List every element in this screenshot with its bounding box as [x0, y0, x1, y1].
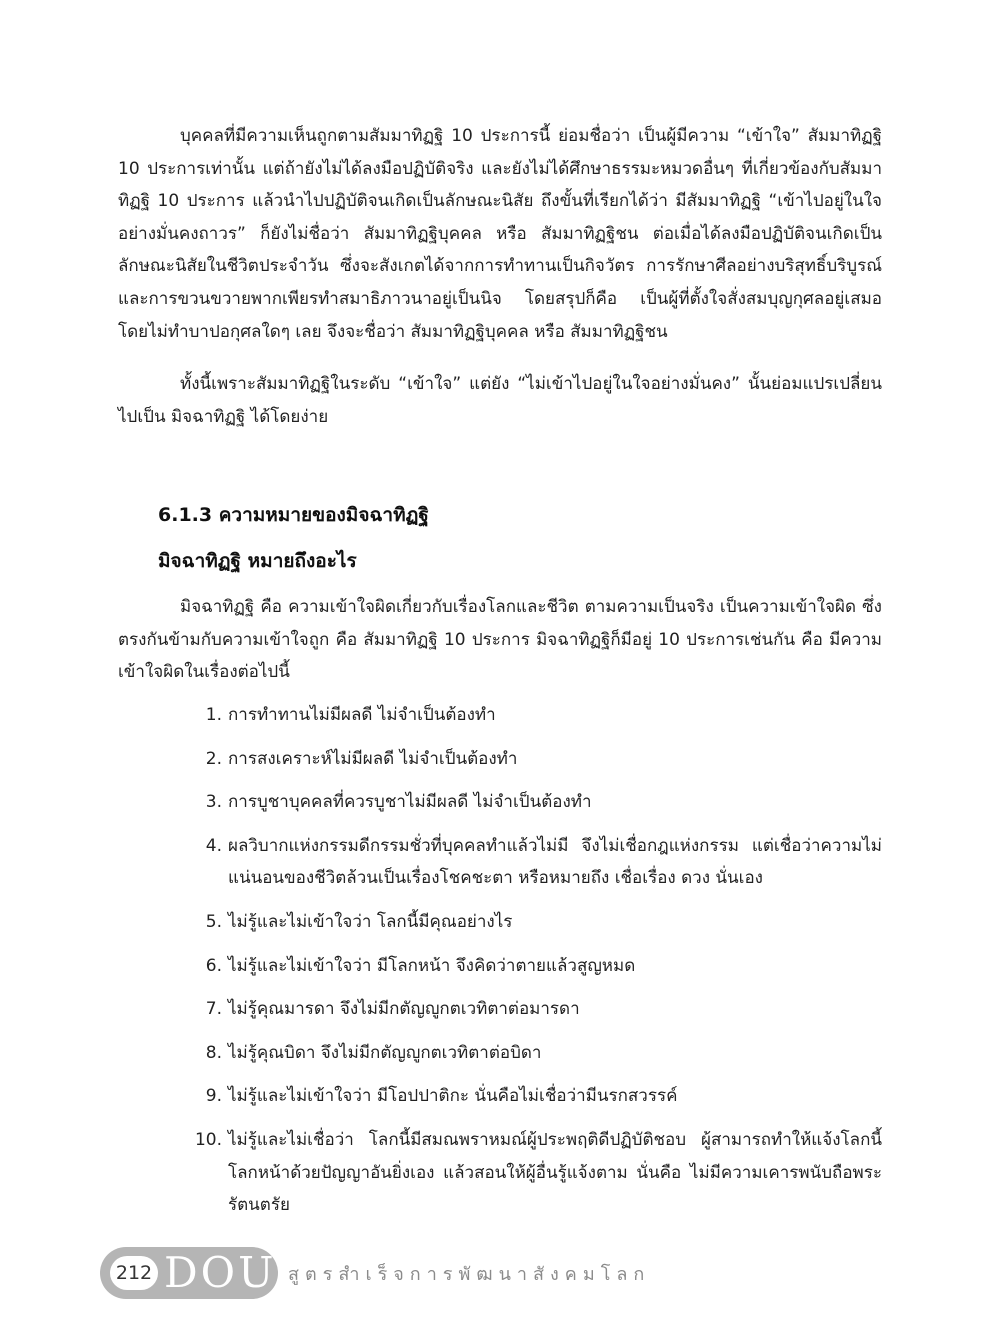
section-heading: 6.1.3 ความหมายของมิจฉาทิฏฐิ — [158, 504, 429, 526]
list-item — [118, 786, 882, 819]
list-item-number: 5. — [205, 911, 222, 932]
page-number: 212 — [110, 1256, 158, 1290]
list-item-number: 1. — [205, 705, 222, 725]
list-item-number: 9. — [205, 1086, 222, 1107]
list-item-text: ไม่รู้และไม่เชื่อว่า โลกนี้มีสมณพราหมณ์ผู้ประพฤติดีปฏิบัติชอบ ผู้สามารถทำให้แจ้งโลกนี้โลกหน้าด้วยปัญญาอันยิ่งเอง แล้วสอนให้ผู้อื่นรู้แจ้งตาม นั่นคือ ไม่มีความเคารพนับถือพระรัตนตรัย — [228, 1129, 882, 1216]
paragraph-note: ทั้งนี้เพราะสัมมาทิฏฐิในระดับ “เข้าใจ” แต่ยัง “ไม่เข้าไปอยู่ในใจอย่างมั่นคง” นั้นย่อมแปรเปลี่ยนไปเป็น มิจฉาทิฏฐิ ได้โดยง่าย — [118, 374, 882, 427]
list-item-number: 3. — [205, 792, 222, 813]
list-item — [118, 699, 882, 732]
footer-badge — [100, 1247, 278, 1299]
list-item-text: ไม่รู้และไม่เข้าใจว่า มีโลกหน้า จึงคิดว่าตายแล้วสูญหมด — [228, 955, 636, 976]
list-item — [118, 1080, 882, 1113]
book-title: สูตรสำเร็จการพัฒนาสังคมโลก — [288, 1263, 651, 1285]
list-item — [118, 1124, 882, 1222]
list-item-text: การทำทานไม่มีผลดี ไม่จำเป็นต้องทำ — [228, 705, 496, 725]
list-item-number: 8. — [205, 1042, 222, 1063]
section-subheading: มิจฉาทิฏฐิ หมายถึงอะไร — [158, 550, 357, 572]
list-item-number: 6. — [205, 955, 222, 976]
dou-logo: DOU — [164, 1248, 277, 1297]
list-item — [118, 993, 882, 1026]
list-item — [118, 1037, 882, 1070]
list-item-number: 4. — [205, 835, 222, 856]
page-footer — [100, 1247, 650, 1299]
list-item-text: ไม่รู้และไม่เข้าใจว่า โลกนี้มีคุณอย่างไร — [228, 911, 513, 932]
list-item-number: 10. — [194, 1129, 222, 1150]
list-item — [118, 743, 882, 776]
list-item-text: การบูชาบุคคลที่ควรบูชาไม่มีผลดี ไม่จำเป็นต้องทำ — [228, 792, 592, 813]
paragraph-definition: มิจฉาทิฏฐิ คือ ความเข้าใจผิดเกี่ยวกับเรื่องโลกและชีวิต ตามความเป็นจริง เป็นความเข้าใจผิด ซึ่งตรงกันข้ามกับความเข้าใจถูก คือ สัมมาทิฏฐิ 10 ประการ มิจฉาทิฏฐิก็มีอยู่ 10 ประการเช่นกัน คือ มีความเข้าใจผิดในเรื่องต่อไปนี้ — [118, 597, 882, 683]
wrong-view-list — [118, 699, 882, 1233]
paragraph-intro: บุคคลที่มีความเห็นถูกตามสัมมาทิฏฐิ 10 ประการนี้ ย่อมชื่อว่า เป็นผู้มีความ “เข้าใจ” สัมมาทิฏฐิ 10 ประการเท่านั้น แต่ถ้ายังไม่ได้ลงมือปฏิบัติจริง และยังไม่ได้ศึกษาธรรมะหมวดอื่นๆ ที่เกี่ยวข้องกับสัมมาทิฏฐิ 10 ประการ แล้วนำไปปฏิบัติจนเกิดเป็นลักษณะนิสัย ถึงขั้นที่เรียกได้ว่า มีสัมมาทิฏฐิ “เข้าไปอยู่ในใจอย่างมั่นคงถาวร” ก็ยังไม่ชื่อว่า สัมมาทิฏฐิบุคคล หรือ สัมมาทิฏฐิชน ต่อเมื่อได้ลงมือปฏิบัติจนเกิดเป็นลักษณะนิสัยในชีวิตประจำวัน ซึ่งจะสังเกตได้จากการทำทานเป็นกิจวัตร การรักษาศีลอย่างบริสุทธิ์บริบูรณ์ และการขวนขวายพากเพียรทำสมาธิภาวนาอยู่เป็นนิจ โดยสรุปก็คือ เป็นผู้ที่ตั้งใจสั่งสมบุญกุศลอยู่เสมอ โดยไม่ทำบาปอกุศลใดๆ เลย จึงจะชื่อว่า สัมมาทิฏฐิบุคคล หรือ สัมมาทิฏฐิชน — [118, 126, 882, 342]
list-item-text: ไม่รู้คุณมารดา จึงไม่มีกตัญญูกตเวทิตาต่อมารดา — [228, 999, 580, 1020]
list-item-text: การสงเคราะห์ไม่มีผลดี ไม่จำเป็นต้องทำ — [228, 748, 518, 769]
list-item-text: ไม่รู้คุณบิดา จึงไม่มีกตัญญูกตเวทิตาต่อบิดา — [228, 1042, 542, 1063]
list-item-number: 7. — [205, 999, 222, 1020]
list-item — [118, 950, 882, 983]
list-item-text: ไม่รู้และไม่เข้าใจว่า มีโอปปาติกะ นั่นคือไม่เชื่อว่ามีนรกสวรรค์ — [228, 1086, 678, 1107]
list-item — [118, 830, 882, 895]
list-item — [118, 906, 882, 939]
list-item-number: 2. — [205, 748, 222, 769]
list-item-text: ผลวิบากแห่งกรรมดีกรรมชั่วที่บุคคลทำแล้วไม่มี จึงไม่เชื่อกฎแห่งกรรม แต่เชื่อว่าความไม่แน่นอนของชีวิตล้วนเป็นเรื่องโชคชะตา หรือหมายถึง เชื่อเรื่อง ดวง นั่นเอง — [228, 835, 882, 889]
